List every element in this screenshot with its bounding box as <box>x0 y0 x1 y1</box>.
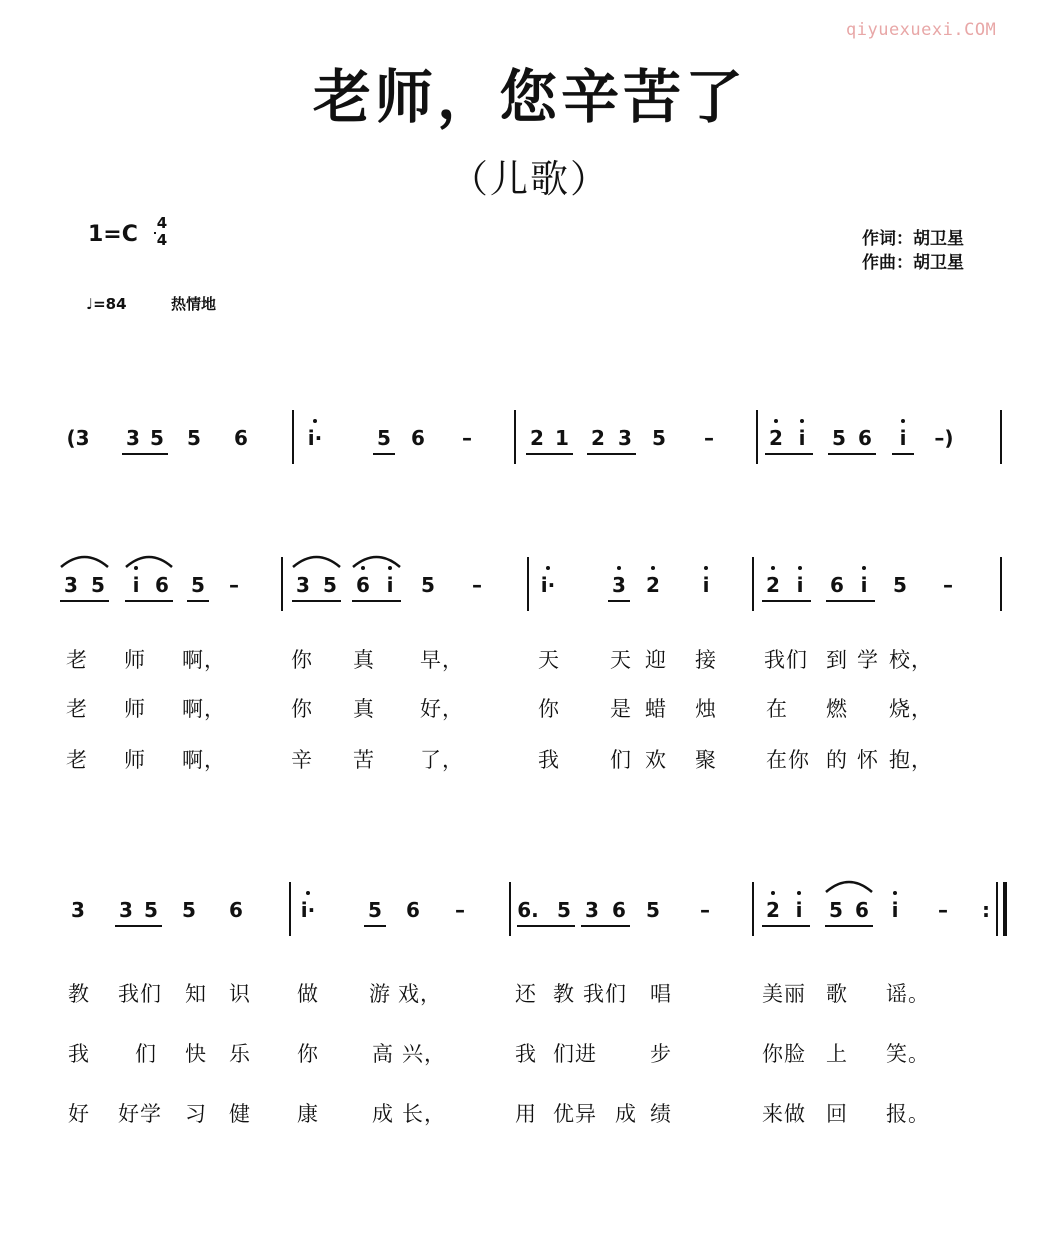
score-note: 5 <box>893 573 907 597</box>
score-note: 6 <box>612 898 626 922</box>
score-note: – <box>472 573 482 597</box>
lyric-syllable: 是 <box>610 697 632 721</box>
lyric-syllable: 学 <box>857 648 879 672</box>
lyric-syllable: 快 <box>185 1042 207 1066</box>
lyric-syllable: 啊， <box>182 648 226 672</box>
time-signature-top: 4 <box>156 214 168 232</box>
score-note: 5 <box>187 426 201 450</box>
lyric-syllable: 我 <box>68 1042 90 1066</box>
lyricist-credit: 作词：胡卫星 <box>862 229 964 249</box>
lyric-syllable: 成 <box>615 1102 637 1126</box>
lyric-syllable: 唱 <box>650 982 672 1006</box>
score-note: 3 <box>71 898 85 922</box>
score-note: 2 <box>530 426 544 450</box>
score-note: – <box>704 426 714 450</box>
score-note: (3 <box>66 426 90 450</box>
lyric-syllable: 回 <box>826 1102 848 1126</box>
lyric-syllable: 兴， <box>402 1042 446 1066</box>
lyric-syllable: 好学 <box>118 1102 162 1126</box>
lyric-syllable: 师 <box>124 648 146 672</box>
lyric-syllable: 们 <box>135 1042 157 1066</box>
lyric-syllable: 好 <box>68 1102 90 1126</box>
lyric-syllable: 校， <box>889 648 933 672</box>
score-note: i <box>386 573 394 597</box>
lyric-syllable: 欢 <box>645 748 667 772</box>
lyric-syllable: 好， <box>420 697 464 721</box>
score-note: 5 <box>182 898 196 922</box>
lyric-syllable: 谣。 <box>886 982 930 1006</box>
score-note: 2 <box>769 426 783 450</box>
score-note: 5 <box>144 898 158 922</box>
lyric-syllable: 你 <box>291 648 313 672</box>
lyric-syllable: 步 <box>650 1042 672 1066</box>
lyric-syllable: 还 <box>515 982 537 1006</box>
lyric-syllable: 成 <box>372 1102 394 1126</box>
score-note: 3 <box>612 573 626 597</box>
score-note: 6 <box>356 573 370 597</box>
lyric-syllable: 蜡 <box>645 697 667 721</box>
lyric-syllable: 老 <box>66 648 88 672</box>
lyric-syllable: 抱， <box>889 748 933 772</box>
lyric-syllable: 接 <box>695 648 717 672</box>
score-note: 3 <box>126 426 140 450</box>
score-note: 2 <box>766 898 780 922</box>
lyric-syllable: 聚 <box>695 748 717 772</box>
time-signature-bottom: 4 <box>156 231 168 249</box>
lyric-syllable: 到 <box>826 648 848 672</box>
score-note: i <box>891 898 899 922</box>
score-note: 5 <box>829 898 843 922</box>
lyric-syllable: 绩 <box>650 1102 672 1126</box>
score-note: i· <box>300 898 316 922</box>
lyric-syllable: 啊， <box>182 697 226 721</box>
score-note: 6 <box>830 573 844 597</box>
lyric-syllable: 怀 <box>857 748 879 772</box>
score-note: 6. <box>517 898 539 922</box>
lyric-syllable: 习 <box>185 1102 207 1126</box>
lyric-syllable: 教 <box>553 982 575 1006</box>
lyric-syllable: 我 <box>515 1042 537 1066</box>
slur <box>353 557 400 567</box>
lyric-syllable: 在 <box>766 697 788 721</box>
song-title: 老师，您辛苦了 <box>312 63 747 131</box>
lyric-syllable: 你 <box>291 697 313 721</box>
score-note: 5 <box>652 426 666 450</box>
lyric-syllable: 我们 <box>764 648 808 672</box>
composer-credit: 作曲：胡卫星 <box>862 253 964 273</box>
lyric-syllable: 健 <box>229 1102 251 1126</box>
lyric-syllable: 优异 <box>553 1102 597 1126</box>
lyric-syllable: 老 <box>66 748 88 772</box>
expression-marking: 热情地 <box>171 295 217 313</box>
lyric-syllable: 报。 <box>886 1102 930 1126</box>
score-note: 5 <box>646 898 660 922</box>
score-note: 5 <box>832 426 846 450</box>
lyric-syllable: 师 <box>124 748 146 772</box>
score-note: 5 <box>557 898 571 922</box>
score-note: 5 <box>191 573 205 597</box>
slur <box>826 882 872 892</box>
lyric-syllable: 真 <box>353 697 375 721</box>
site-watermark: qiyuexuexi.COM <box>846 20 997 40</box>
score-note: i <box>860 573 868 597</box>
score-note: 2 <box>646 573 660 597</box>
lyric-syllable: 歌 <box>826 982 848 1006</box>
score-note: 1 <box>555 426 569 450</box>
lyric-syllable: 我 <box>538 748 560 772</box>
lyric-syllable: 辛 <box>291 748 313 772</box>
score-note: i <box>132 573 140 597</box>
score-note: i <box>796 573 804 597</box>
lyric-syllable: 天 <box>610 648 632 672</box>
lyric-syllable: 游 <box>369 982 391 1006</box>
score-note: 3 <box>119 898 133 922</box>
lyric-syllable: 烛 <box>695 697 717 721</box>
lyric-syllable: 高 <box>372 1042 394 1066</box>
lyric-syllable: 你 <box>538 697 560 721</box>
score-note: – <box>229 573 239 597</box>
lyric-syllable: 我们 <box>118 982 162 1006</box>
score-note: – <box>938 898 948 922</box>
score-note: –) <box>934 426 954 450</box>
score-note: 5 <box>91 573 105 597</box>
lyric-syllable: 教 <box>68 982 90 1006</box>
score-note: 6 <box>229 898 243 922</box>
song-subtitle: （儿歌） <box>449 157 610 201</box>
lyric-syllable: 你脸 <box>762 1042 806 1066</box>
lyric-syllable: 戏， <box>398 982 442 1006</box>
lyric-syllable: 来做 <box>762 1102 806 1126</box>
lyric-syllable: 笑。 <box>886 1042 930 1066</box>
score-note: 6 <box>858 426 872 450</box>
lyric-syllable: 康 <box>297 1102 319 1126</box>
lyric-syllable: 天 <box>538 648 560 672</box>
score-note: i <box>899 426 907 450</box>
slur <box>293 557 340 567</box>
score-note: – <box>943 573 953 597</box>
score-note: 6 <box>234 426 248 450</box>
lyric-syllable: 们 <box>610 748 632 772</box>
score-note: i· <box>307 426 323 450</box>
score-note: 6 <box>855 898 869 922</box>
lyric-syllable: 苦 <box>353 748 375 772</box>
score-note: 3 <box>585 898 599 922</box>
lyric-syllable: 烧， <box>889 697 933 721</box>
lyric-syllable: 啊， <box>182 748 226 772</box>
score-note: 6 <box>411 426 425 450</box>
score-note: : <box>982 898 990 922</box>
lyric-syllable: 燃 <box>826 697 848 721</box>
slur <box>126 557 172 567</box>
lyric-syllable: 在你 <box>766 748 810 772</box>
score-note: i <box>702 573 710 597</box>
lyric-syllable: 早， <box>420 648 464 672</box>
lyric-syllable: 真 <box>353 648 375 672</box>
lyric-syllable: 知 <box>185 982 207 1006</box>
score-note: 5 <box>377 426 391 450</box>
lyric-syllable: 美丽 <box>762 982 806 1006</box>
lyric-syllable: 老 <box>66 697 88 721</box>
lyric-syllable: 们进 <box>553 1042 597 1066</box>
lyric-syllable: 长， <box>402 1102 446 1126</box>
score-note: 3 <box>618 426 632 450</box>
score-note: 3 <box>296 573 310 597</box>
score-note: 5 <box>421 573 435 597</box>
tempo-value: ♩=84 <box>86 295 127 313</box>
score-note: i <box>795 898 803 922</box>
score-note: 5 <box>323 573 337 597</box>
score-note: 5 <box>368 898 382 922</box>
score-note: 2 <box>766 573 780 597</box>
lyric-syllable: 用 <box>515 1102 537 1126</box>
slur <box>61 557 108 567</box>
score-note: 5 <box>150 426 164 450</box>
lyric-syllable: 的 <box>826 748 848 772</box>
key-signature: 1=C <box>88 222 138 247</box>
lyric-syllable: 乐 <box>229 1042 251 1066</box>
score-note: 6 <box>406 898 420 922</box>
lyric-syllable: 做 <box>297 982 319 1006</box>
score-note: 6 <box>155 573 169 597</box>
score-note: – <box>462 426 472 450</box>
lyric-syllable: 上 <box>826 1042 848 1066</box>
lyric-syllable: 师 <box>124 697 146 721</box>
score-note: i· <box>540 573 556 597</box>
lyric-syllable: 我们 <box>583 982 627 1006</box>
score-note: i <box>798 426 806 450</box>
score-note: 2 <box>591 426 605 450</box>
score-note: 3 <box>64 573 78 597</box>
lyric-syllable: 迎 <box>645 648 667 672</box>
score-note: – <box>700 898 710 922</box>
lyric-syllable: 你 <box>297 1042 319 1066</box>
lyric-syllable: 了， <box>420 748 464 772</box>
score-note: – <box>455 898 465 922</box>
lyric-syllable: 识 <box>229 982 251 1006</box>
